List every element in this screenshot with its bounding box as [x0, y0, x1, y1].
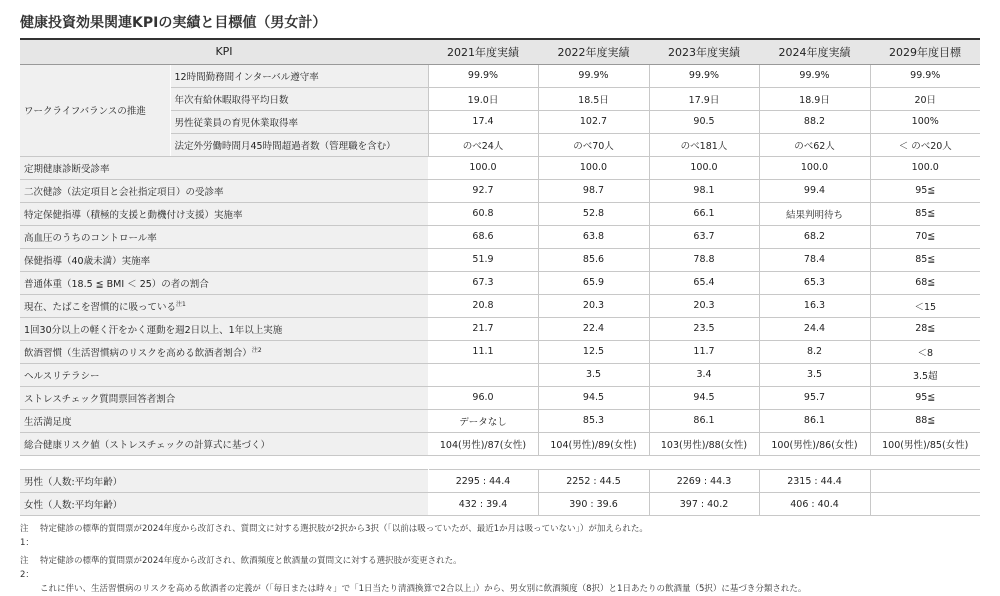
cell-value: 16.3 — [759, 294, 870, 317]
cell-value: 51.9 — [428, 248, 538, 271]
cell-value: 66.1 — [649, 202, 759, 225]
row-label — [20, 363, 428, 386]
page-title: 健康投資効果関連KPIの実績と目標値（男女計） — [20, 15, 327, 31]
cell-value: 85.3 — [538, 409, 649, 432]
cell-value: 95.7 — [759, 386, 870, 409]
table-row — [20, 363, 980, 386]
cell-value: 20.3 — [649, 294, 759, 317]
cell-value: 100% — [870, 110, 980, 133]
cell-value: 95≦ — [870, 179, 980, 202]
cell-value: 2269 : 44.3 — [649, 470, 759, 493]
cell-value: 52.8 — [538, 202, 649, 225]
row-label: 12時間勤務間インターバル遵守率 — [170, 64, 428, 87]
cell-value: 99.9% — [428, 64, 538, 87]
cell-value: ＜15 — [870, 294, 980, 317]
cell-value: 67.3 — [428, 271, 538, 294]
cell-value: ＜ のべ20人 — [870, 133, 980, 156]
cell-value: 20.8 — [428, 294, 538, 317]
employee-table — [20, 469, 980, 516]
cell-value: 88.2 — [759, 110, 870, 133]
cell-value: 100.0 — [428, 156, 538, 179]
cell-value: 12.5 — [538, 340, 649, 363]
row-label — [20, 271, 428, 294]
table-row — [20, 470, 980, 493]
cell-value: 100.0 — [538, 156, 649, 179]
table-row — [20, 179, 980, 202]
cell-value: 63.7 — [649, 225, 759, 248]
table-row — [20, 409, 980, 432]
cell-value: 8.2 — [759, 340, 870, 363]
cell-value: 99.9% — [538, 64, 649, 87]
cell-value: 90.5 — [649, 110, 759, 133]
row-label-text: 二次健診（法定項目と会社指定項目）の受診率 — [24, 186, 224, 198]
table-row — [20, 156, 980, 179]
cell-value: 20.3 — [538, 294, 649, 317]
row-label: 法定外労働時間月45時間超過者数（管理職を含む） — [170, 133, 428, 156]
row-label — [20, 225, 428, 248]
cell-value: 18.5日 — [538, 87, 649, 110]
table-row — [20, 493, 980, 516]
cell-value: 104(男性)/87(女性) — [428, 432, 538, 455]
footnote-tag: 注2： — [20, 556, 34, 580]
row-label-text: 特定保健指導（積極的支援と動機付け支援）実施率 — [24, 209, 243, 221]
cell-value: 22.4 — [538, 317, 649, 340]
row-label — [20, 317, 428, 340]
table-row — [20, 294, 980, 317]
cell-value: 20日 — [870, 87, 980, 110]
cell-value: 86.1 — [649, 409, 759, 432]
table-row — [20, 317, 980, 340]
cell-value: のべ70人 — [538, 133, 649, 156]
row-label-text: ストレスチェック質問票回答者割合 — [24, 393, 176, 405]
cell-value: 19.0日 — [428, 87, 538, 110]
row-label — [20, 248, 428, 271]
cell-value: 94.5 — [649, 386, 759, 409]
row-label — [20, 340, 428, 363]
footnote-2 — [20, 554, 980, 582]
cell-value — [428, 363, 538, 386]
cell-value: のべ62人 — [759, 133, 870, 156]
cell-value — [870, 493, 980, 516]
cell-value: 406 : 40.4 — [759, 493, 870, 516]
year-header: 2021年度実績 — [428, 39, 538, 64]
cell-value: 3.5超 — [870, 363, 980, 386]
footnote-text: 特定健診の標準的質問票が2024年度から改訂され、飲酒頻度と飲酒量の質問文に対する選択肢が変更された。 — [40, 556, 462, 566]
cell-value: 23.5 — [649, 317, 759, 340]
footnote-text: 特定健診の標準的質問票が2024年度から改訂され、質問文に対する選択肢が2択から3択（「以前は吸っていたが、最近1か月は吸っていない」）が加えられた。 — [40, 524, 648, 534]
cell-value: 390 : 39.6 — [538, 493, 649, 516]
cell-value: ＜8 — [870, 340, 980, 363]
footnote-marker: 注1 — [176, 300, 186, 308]
table-row — [20, 248, 980, 271]
cell-value: 24.4 — [759, 317, 870, 340]
cell-value: 11.1 — [428, 340, 538, 363]
row-label-text: 保健指導（40歳未満）実施率 — [24, 255, 151, 267]
cell-value: 103(男性)/88(女性) — [649, 432, 759, 455]
cell-value: 99.4 — [759, 179, 870, 202]
cell-value: 86.1 — [759, 409, 870, 432]
year-header: 2029年度目標 — [870, 39, 980, 64]
group-label: ワークライフバランスの推進 — [20, 64, 170, 156]
cell-value: 68.2 — [759, 225, 870, 248]
row-label-text: 総合健康リスク値（ストレスチェックの計算式に基づく） — [24, 439, 271, 451]
cell-value: 結果判明待ち — [759, 202, 870, 225]
cell-value: 102.7 — [538, 110, 649, 133]
cell-value: 3.4 — [649, 363, 759, 386]
table-row — [20, 340, 980, 363]
row-label — [20, 409, 428, 432]
row-label — [20, 386, 428, 409]
kpi-column-header: KPI — [20, 39, 428, 64]
row-label — [20, 294, 428, 317]
cell-value: データなし — [428, 409, 538, 432]
cell-value: 78.4 — [759, 248, 870, 271]
cell-value: 68≦ — [870, 271, 980, 294]
cell-value: 85≦ — [870, 248, 980, 271]
cell-value: 98.1 — [649, 179, 759, 202]
cell-value: 99.9% — [870, 64, 980, 87]
cell-value: 85.6 — [538, 248, 649, 271]
cell-value: 70≦ — [870, 225, 980, 248]
row-label-text: 普通体重（18.5 ≦ BMI ＜ 25）の者の割合 — [24, 278, 209, 290]
row-label — [20, 156, 428, 179]
cell-value: 2252 : 44.5 — [538, 470, 649, 493]
table-row — [20, 271, 980, 294]
table-row — [20, 202, 980, 225]
cell-value: のべ24人 — [428, 133, 538, 156]
cell-value: 65.4 — [649, 271, 759, 294]
cell-value: 3.5 — [538, 363, 649, 386]
footnote-1 — [20, 522, 980, 550]
cell-value: 100(男性)/85(女性) — [870, 432, 980, 455]
table-header-row — [20, 39, 980, 64]
year-header: 2023年度実績 — [649, 39, 759, 64]
table-row — [20, 64, 980, 87]
cell-value: 432 : 39.4 — [428, 493, 538, 516]
row-label-text: 1回30分以上の軽く汗をかく運動を週2日以上、1年以上実施 — [24, 324, 283, 336]
cell-value: 2315 : 44.4 — [759, 470, 870, 493]
cell-value: 96.0 — [428, 386, 538, 409]
cell-value: 98.7 — [538, 179, 649, 202]
kpi-table — [20, 38, 980, 456]
table-row — [20, 225, 980, 248]
cell-value: 397 : 40.2 — [649, 493, 759, 516]
cell-value: 100(男性)/86(女性) — [759, 432, 870, 455]
cell-value: のべ181人 — [649, 133, 759, 156]
cell-value: 100.0 — [759, 156, 870, 179]
cell-value: 100.0 — [870, 156, 980, 179]
row-label: 男性（人数:平均年齢） — [20, 470, 428, 493]
cell-value: 17.9日 — [649, 87, 759, 110]
cell-value: 100.0 — [649, 156, 759, 179]
row-label: 男性従業員の育児休業取得率 — [170, 110, 428, 133]
table-row — [20, 432, 980, 455]
row-label-text: 現在、たばこを習慣的に吸っている — [24, 301, 177, 313]
cell-value: 95≦ — [870, 386, 980, 409]
footnote-marker: 注2 — [251, 346, 262, 354]
cell-value: 65.3 — [759, 271, 870, 294]
row-label-text: 生活満足度 — [24, 416, 72, 428]
cell-value: 92.7 — [428, 179, 538, 202]
cell-value: 99.9% — [759, 64, 870, 87]
cell-value: 68.6 — [428, 225, 538, 248]
cell-value: 99.9% — [649, 64, 759, 87]
row-label — [20, 179, 428, 202]
cell-value: 21.7 — [428, 317, 538, 340]
row-label — [20, 202, 428, 225]
cell-value: 28≦ — [870, 317, 980, 340]
row-label-text: ヘルスリテラシー — [24, 370, 100, 382]
year-header: 2024年度実績 — [759, 39, 870, 64]
cell-value: 11.7 — [649, 340, 759, 363]
cell-value: 78.8 — [649, 248, 759, 271]
cell-value: 85≦ — [870, 202, 980, 225]
cell-value: 65.9 — [538, 271, 649, 294]
cell-value: 17.4 — [428, 110, 538, 133]
cell-value: 2295 : 44.4 — [428, 470, 538, 493]
footnote-2-continued: これに伴い、生活習慣病のリスクを高める飲酒者の定義が（「毎日または時々」で「1日当たり清酒換算で2合以上」）から、男女別に飲酒頻度（8択）と1日あたりの飲酒量（5択）に基づき分類された。 — [40, 584, 807, 594]
cell-value: 18.9日 — [759, 87, 870, 110]
row-label: 女性（人数:平均年齢） — [20, 493, 428, 516]
row-label — [20, 432, 428, 455]
row-label-text: 飲酒習慣（生活習慣病のリスクを高める飲酒者割合） — [24, 347, 252, 359]
cell-value — [870, 470, 980, 493]
year-header: 2022年度実績 — [538, 39, 649, 64]
cell-value: 88≦ — [870, 409, 980, 432]
row-label: 年次有給休暇取得平均日数 — [170, 87, 428, 110]
cell-value: 60.8 — [428, 202, 538, 225]
row-label-text: 高血圧のうちのコントロール率 — [24, 232, 157, 244]
footnotes — [20, 522, 980, 596]
cell-value: 3.5 — [759, 363, 870, 386]
cell-value: 94.5 — [538, 386, 649, 409]
cell-value: 63.8 — [538, 225, 649, 248]
cell-value: 104(男性)/89(女性) — [538, 432, 649, 455]
footnote-tag: 注1： — [20, 524, 34, 548]
table-row — [20, 386, 980, 409]
row-label-text: 定期健康診断受診率 — [24, 163, 110, 175]
